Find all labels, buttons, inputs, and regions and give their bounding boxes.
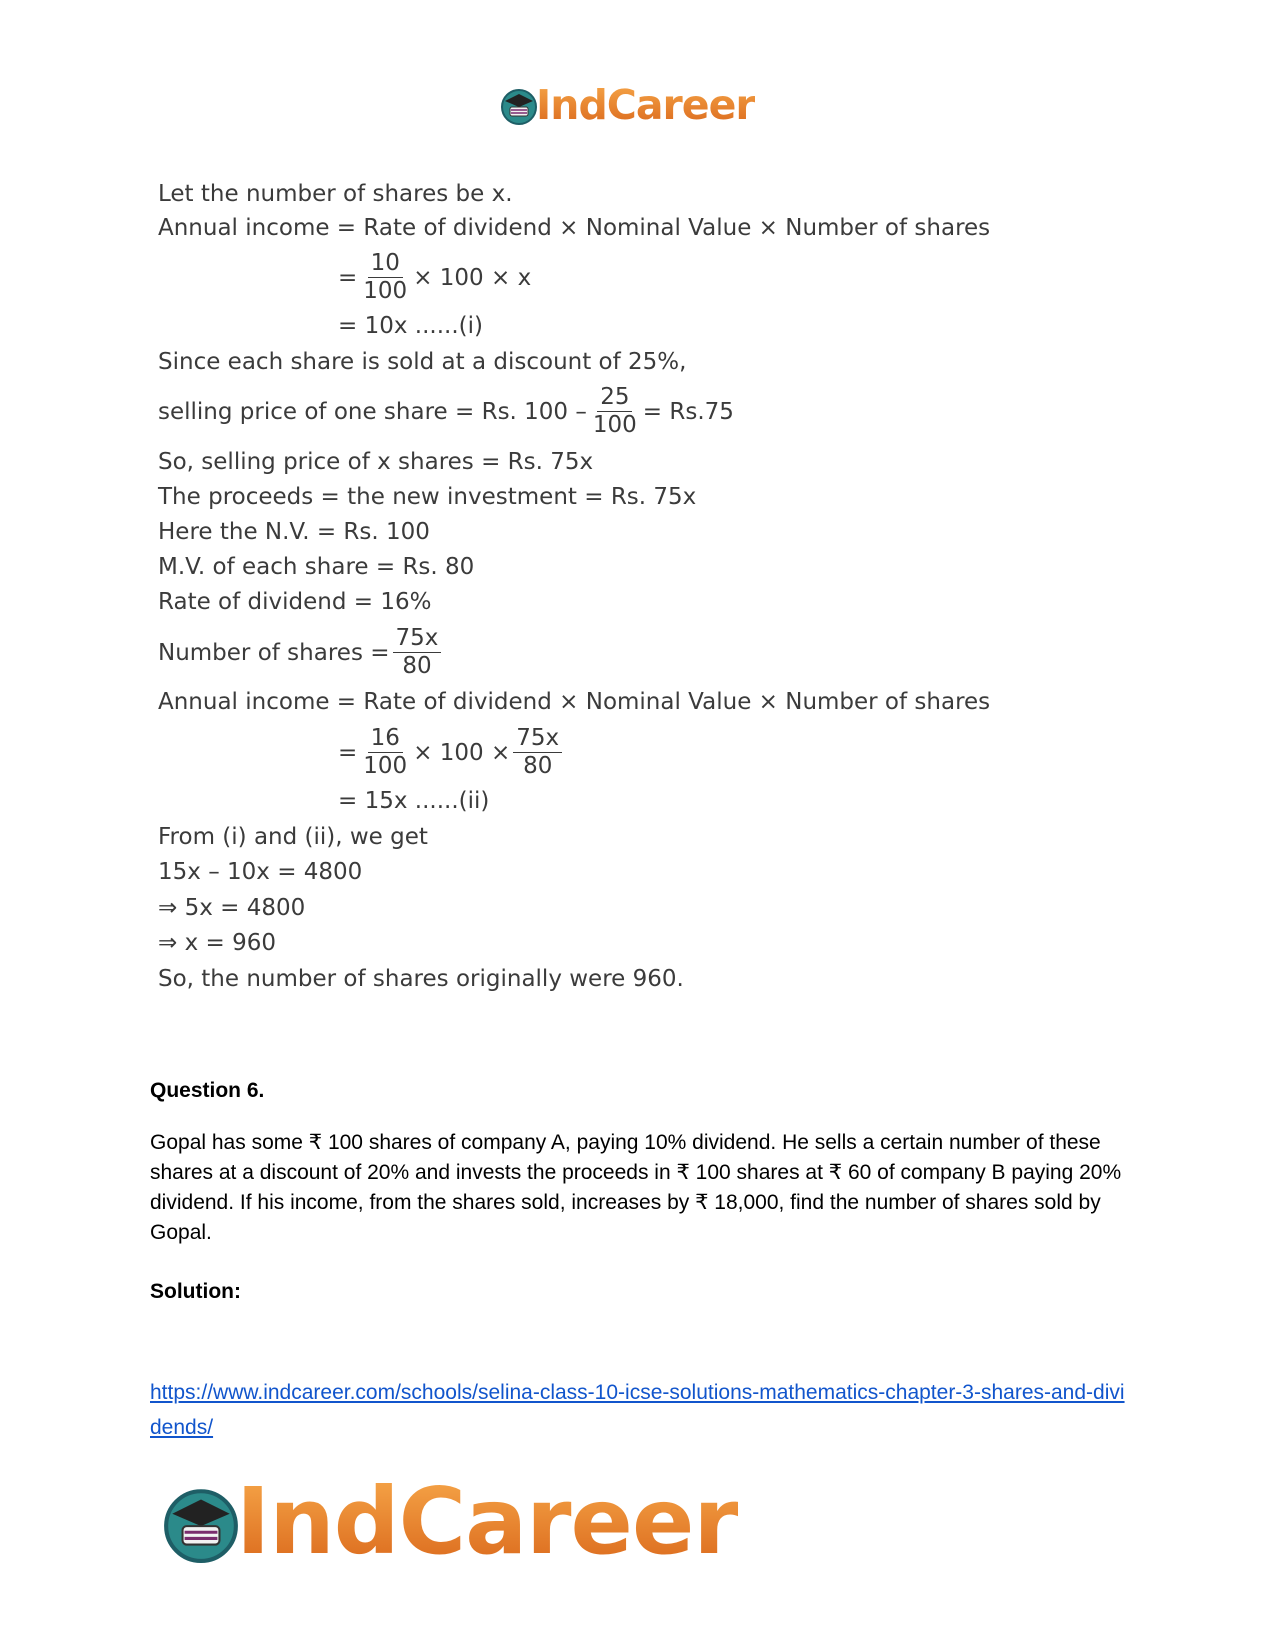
solution-line [338, 250, 531, 305]
expression: = Rs.75 [642, 398, 734, 425]
footer-logo [160, 1470, 738, 1574]
graduation-cap-globe-icon [499, 85, 539, 125]
solution-heading: Solution: [150, 1280, 241, 1303]
numerator: 16 [368, 725, 403, 753]
source-link[interactable]: https://www.indcareer.com/schools/selina-class-10-icse-solutions-mathematics-chapter-3-shares-and-dividends/ [150, 1381, 1125, 1439]
solution-line: = 10x ......(i) [338, 313, 483, 339]
solution-line: Annual income = Rate of dividend × Nominal Value × Number of shares [158, 215, 991, 241]
denominator: 80 [523, 753, 553, 779]
question-title: Question 6. [150, 1079, 265, 1102]
solution-line: So, selling price of x shares = Rs. 75x [158, 449, 594, 475]
equals-sign: = [338, 739, 358, 766]
graduation-cap-globe-icon [160, 1481, 242, 1563]
solution-line: ⇒ 5x = 4800 [158, 895, 306, 921]
expression: × 100 × x [413, 264, 532, 291]
solution-line [158, 625, 444, 680]
equals-sign: = [338, 264, 358, 291]
fraction [393, 625, 442, 680]
brand-name: IndCareer [236, 1468, 738, 1575]
fraction [590, 384, 640, 439]
fraction [513, 725, 562, 780]
solution-line [338, 725, 565, 780]
solution-line: From (i) and (ii), we get [158, 824, 428, 850]
solution-line: Let the number of shares be x. [158, 181, 513, 207]
denominator: 100 [592, 412, 637, 438]
numerator: 10 [368, 250, 403, 278]
fraction [360, 250, 410, 305]
denominator: 100 [363, 278, 408, 304]
header-logo [499, 80, 755, 130]
fraction [360, 725, 410, 780]
solution-line: 15x – 10x = 4800 [158, 859, 363, 885]
brand-name: IndCareer [536, 81, 755, 129]
solution-line: Since each share is sold at a discount of 25%, [158, 349, 687, 375]
solution-line: The proceeds = the new investment = Rs. 75x [158, 484, 697, 510]
solution-line: = 15x ......(ii) [338, 788, 490, 814]
expression: × 100 × [413, 739, 511, 766]
numerator: 75x [513, 725, 562, 753]
expression: selling price of one share = Rs. 100 – [158, 398, 587, 425]
denominator: 100 [363, 753, 408, 779]
solution-line: So, the number of shares originally were 960. [158, 966, 684, 992]
expression: Number of shares = [158, 639, 390, 666]
numerator: 75x [393, 625, 442, 653]
numerator: 25 [597, 384, 632, 412]
solution-line: Rate of dividend = 16% [158, 589, 432, 615]
question-body: Gopal has some ₹ 100 shares of company A, paying 10% dividend. He sells a certain number of these shares at a discount of 20% and invests the proceeds in ₹ 100 shares at ₹ 60 of company B paying 20% dividend. If his income, from the shares sold, increases by ₹ 18,000, find the number of shares sold by Gopal. [150, 1131, 1122, 1244]
denominator: 80 [402, 653, 432, 679]
solution-line: Here the N.V. = Rs. 100 [158, 519, 430, 545]
solution-line: Annual income = Rate of dividend × Nominal Value × Number of shares [158, 689, 991, 715]
solution-line: ⇒ x = 960 [158, 930, 276, 956]
solution-line [158, 384, 734, 439]
solution-line: M.V. of each share = Rs. 80 [158, 554, 475, 580]
